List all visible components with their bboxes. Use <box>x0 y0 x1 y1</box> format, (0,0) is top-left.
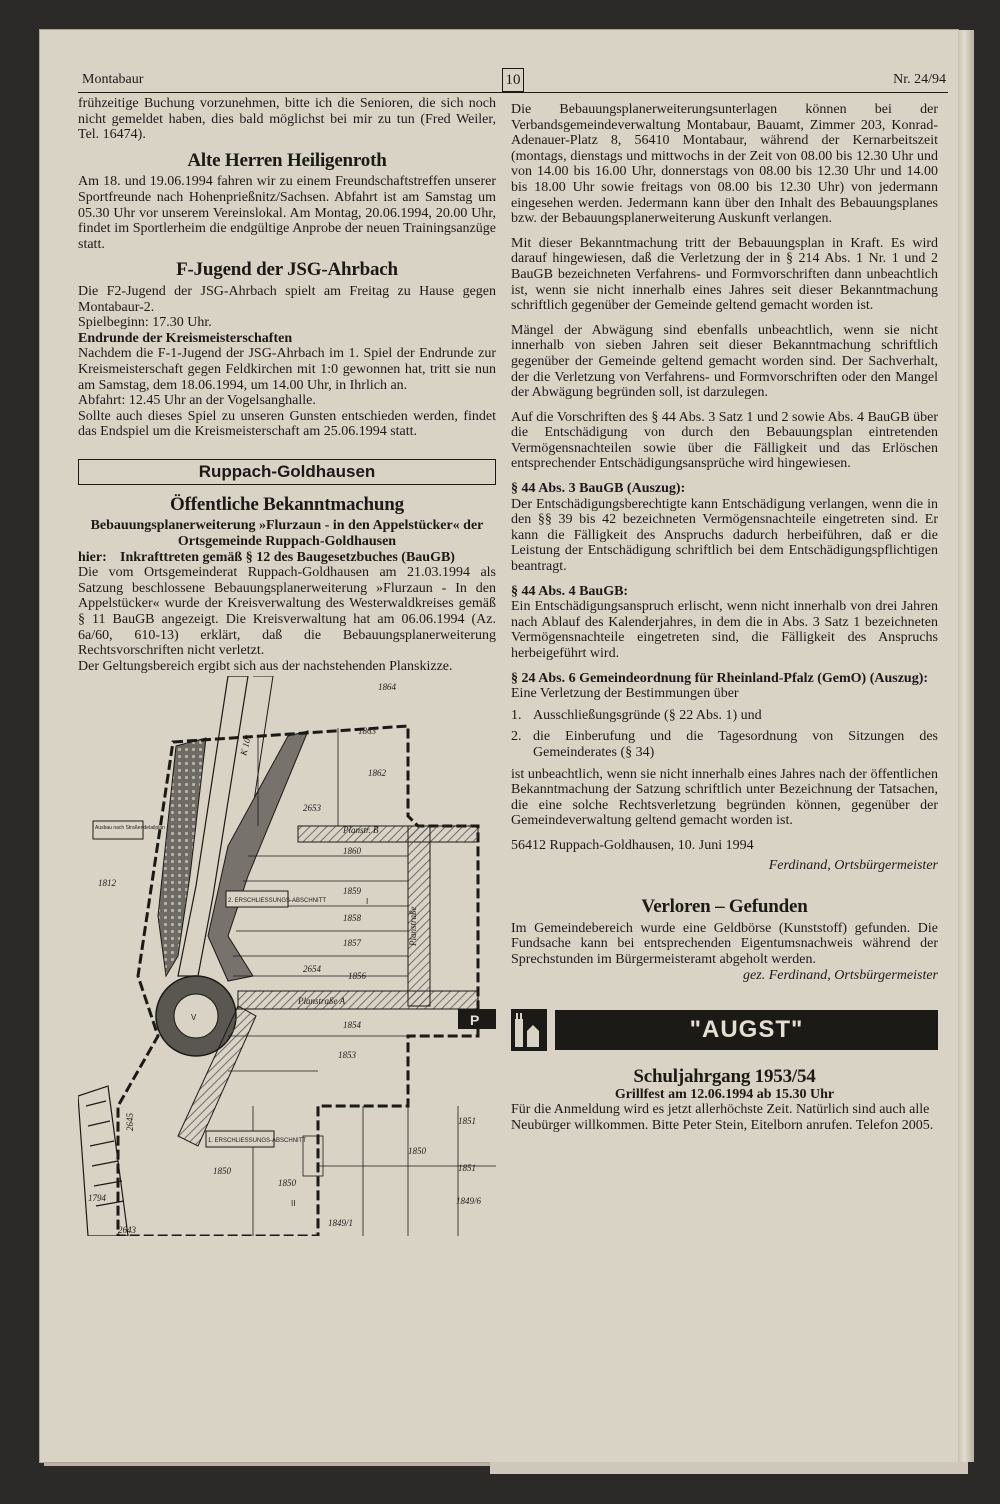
issue-number: Nr. 24/94 <box>893 72 946 87</box>
signature: Ferdinand, Ortsbürgermeister <box>768 857 938 873</box>
map-label-1794: 1794 <box>88 1193 106 1204</box>
map-label-1850b: 1850 <box>278 1178 296 1189</box>
map-label-1860: 1860 <box>343 846 361 857</box>
s44-3-text: Der Entschädigungsberechtigte kann Entschädigung verlangen, wenn die in den §§ 39 bis 42 bezeichneten Vermögensnachteile eingetreten sind. Er kann die Fälligkeit des Anspruchs dadurch herbeiführen, daß er die Leistung der Entschädigung schriftlich bei dem Entschädigungspflichtigen beantragt. <box>511 496 938 575</box>
map-label-1812: 1812 <box>98 878 116 889</box>
map-label-2653: 2653 <box>303 803 321 814</box>
verloren-heading: Verloren – Gefunden <box>641 896 808 918</box>
map-label-ausbau: Ausbau nach Straßendetailplan <box>95 825 165 832</box>
s44-4-text: Ein Entschädigungsanspruch erlischt, wenn nicht innerhalb von drei Jahren nach Ablauf des Kalenderjahres, in dem die in Abs. 3 Satz 1 bezeichneten Vermögensnachteile eingetreten sind, die Fälligkeit des Anspruchs herbeigeführt wird. <box>511 599 938 661</box>
fjugend-subheading: Endrunde der Kreismeisterschaften <box>78 330 293 346</box>
verloren-signature: gez. Ferdinand, Ortsbürgermeister <box>743 967 938 983</box>
map-label-k101: K 101 <box>238 733 254 757</box>
map-label-parking: P <box>470 1012 480 1029</box>
intro-paragraph: frühzeitige Buchung vorzunehmen, bitte ich die Senioren, die sich noch nicht gemeldet haben, dies bald möglichst bei mir zu tun (Fred Weiler, Tel. 16474). <box>78 96 496 143</box>
augst-subtitle: Grillfest am 12.06.1994 ab 15.30 Uhr <box>614 1086 835 1102</box>
map-label-planstrasse-a: Planstraße A <box>298 996 346 1007</box>
left-column <box>78 96 496 1236</box>
map-label-1859: 1859 <box>343 886 361 897</box>
map-label-1851b: 1851 <box>458 1163 476 1174</box>
list-item <box>511 708 938 724</box>
bekanntmachung-p1: Die vom Ortsgemeinderat Ruppach-Goldhausen am 21.03.1994 als Satzung beschlossene Bebauungsplanerweiterung »Flurzaun - In den Appelstücker« wurde der Kreisverwaltung des Westerwaldkreises gemäß § 11 BauGB angezeigt. Die Kreisverwaltung hat am 06.06.1994 (Az. 6a/60, 610-13) erklärt, daß die Bebauungsplanerweiterung Rechtsvorschriften nicht verletzt. <box>78 565 496 659</box>
fjugend-p2: Spielbeginn: 17.30 Uhr. <box>78 315 212 331</box>
plan-sketch <box>78 676 496 1236</box>
s24-intro: Eine Verletzung der Bestimmungen über <box>511 686 739 702</box>
header-town: Montabaur <box>82 72 144 87</box>
village-crest-icon <box>511 1009 547 1051</box>
s24-after: ist unbeachtlich, wenn sie nicht innerhalb eines Jahres nach der öffentlichen Bekanntmachung der Satzung schriftlich unter Bezeichnung der Tatsachen, die eine solche Rechtsverletzung begründen können, gegenüber der Gemeindeverwaltung geltend gemacht worden ist. <box>511 766 938 829</box>
map-label-1864: 1864 <box>378 682 396 693</box>
right-p4: Auf die Vorschriften des § 44 Abs. 3 Satz 1 und 2 sowie Abs. 4 BauGB über die Entschädigung von durch den Bebauungsplan eintretenden Vermögensnachteilen sowie über die Fälligkeit und das Erlöschen entsprechender Entschädigungsansprüche wird hingewiesen. <box>511 409 938 472</box>
page-number: 10 <box>502 68 524 92</box>
augst-heading: Schuljahrgang 1953/54 <box>633 1066 816 1088</box>
map-label-v: V <box>191 1013 197 1023</box>
right-p3: Mängel der Abwägung sind ebenfalls unbeachtlich, wenn sie nicht innerhalb von sieben Jahren seit dieser Bekanntmachung schriftlich gegenüber der Gemeinde geltend gemacht worden sind. Der Sachverhalt, der die Verletzung von Verfahrens- und Formvorschriften oder den Mangel der Abwägung begründen soll, ist darzulegen. <box>511 322 938 401</box>
right-p1: Die Bebauungsplanerweiterungsunterlagen können bei der Verbandsgemeindeverwaltung Montabaur, Bauamt, Zimmer 203, Konrad-Adenauer-Platz 8, 56410 Montabaur, während der Kernarbeitszeit (montags, dienstags und mittwochs in der Zeit von 08.00 bis 12.30 Uhr und von 14.00 bis 16.00 Uhr, donnerstags von 08.00 bis 12.30 Uhr und 14.00 bis 18.00 Uhr sowie freitags von 08.00 bis 12.30 Uhr) von jedermann eingesehen werden. Jedermann kann über den Inhalt des Bebauungsplanes bzw. der Bebauungsplanerweiterung Auskunft verlangen. <box>511 102 938 227</box>
list-item-number: 1. <box>511 707 522 723</box>
map-label-planstr-b: Planstr. B <box>343 825 379 836</box>
map-label-1850a: 1850 <box>213 1166 231 1177</box>
bekanntmachung-subtitle: Bebauungsplanerweiterung »Flurzaun - in den Appelstücker« der Ortsgemeinde Ruppach-Goldhausen <box>90 518 484 550</box>
right-p2: Mit dieser Bekanntmachung tritt der Bebauungsplan in Kraft. Es wird darauf hingewiesen, daß die Verletzung der in § 214 Abs. 1 Nr. 1 und 2 BauGB bezeichneten Verfahrens- und Formvorschriften dann unbeachtlich ist, wenn sie nicht innerhalb eines Jahres seit dieser Bekanntmachung schriftlich gegenüber der Gemeinde geltend gemacht worden ist. <box>511 235 938 314</box>
map-label-1853: 1853 <box>338 1050 356 1061</box>
map-label-1854: 1854 <box>343 1020 361 1031</box>
map-label-erschl-2: 2. ERSCHLIESSUNGS-ABSCHNITT <box>228 898 327 905</box>
map-label-1858: 1858 <box>343 913 361 924</box>
alte-herren-heading: Alte Herren Heiligenroth <box>187 149 387 171</box>
augst-banner <box>511 1009 938 1051</box>
map-label-roman-1: I <box>366 897 369 907</box>
newspaper-page <box>40 30 958 1462</box>
map-label-1851a: 1851 <box>458 1116 476 1127</box>
place-date: 56412 Ruppach-Goldhausen, 10. Juni 1994 <box>511 837 754 853</box>
map-label-1856: 1856 <box>348 971 366 982</box>
hier-line <box>78 550 496 566</box>
list-item-number: 2. <box>511 729 522 745</box>
right-column <box>511 102 938 1133</box>
section-box-ruppach: Ruppach-Goldhausen <box>78 459 496 485</box>
map-label-roman-2: II <box>291 1199 296 1209</box>
map-label-2654: 2654 <box>303 964 321 975</box>
augst-text: Für die Anmeldung wird es jetzt allerhöchste Zeit. Natürlich sind auch alle Neubürger willkommen. Bitte Peter Stein, Eitelborn anrufen. Telefon 2005. <box>511 1102 934 1133</box>
hier-text: Inkrafttreten gemäß § 12 des Baugesetzbuches (BauGB) <box>120 549 455 565</box>
verloren-text: Im Gemeindebereich wurde eine Geldbörse (Kunststoff) gefunden. Die Fundsache kann bei entsprechenden Eigentumsnachweis während der Sprechstunden im Bürgermeisteramt abgeholt werden. <box>511 920 938 967</box>
fjugend-p3: Nachdem die F-1-Jugend der JSG-Ahrbach im 1. Spiel der Endrunde zur Kreismeisterschaft gegen Feldkirchen mit 1:0 gewonnen hat, tritt sie nun am Samstag, dem 18.06.1994, um 14.00 Uhr, in Ihrlich an. <box>78 346 496 393</box>
map-label-2643: 2643 <box>118 1225 136 1236</box>
fjugend-p5: Sollte auch dieses Spiel zu unseren Gunsten entschieden werden, findet das Endspiel um die Kreismeisterschaft am 25.06.1994 statt. <box>78 408 496 440</box>
page-edge <box>958 30 974 1462</box>
map-label-2645: 2645 <box>125 1113 135 1132</box>
hier-label: hier: <box>78 549 107 565</box>
fjugend-heading: F-Jugend der JSG-Ahrbach <box>176 259 398 281</box>
fjugend-p4: Abfahrt: 12.45 Uhr an der Vogelsanghalle. <box>78 393 316 409</box>
map-label-erschl-1: 1. ERSCHLIESSUNGS-ABSCHNITT <box>208 1138 307 1145</box>
map-label-1850c: 1850 <box>408 1146 426 1157</box>
s24-heading: § 24 Abs. 6 Gemeindeordnung für Rheinland-Pfalz (GemO) (Auszug): <box>511 670 929 686</box>
map-label-1862: 1862 <box>368 768 386 779</box>
header-rule <box>78 92 948 93</box>
map-label-1863: 1863 <box>358 726 376 737</box>
map-label-1857: 1857 <box>343 938 361 949</box>
s44-3-heading: § 44 Abs. 3 BauGB (Auszug): <box>511 481 686 497</box>
map-label-planstrasse: Planstraße <box>408 906 418 947</box>
bekanntmachung-heading: Öffentliche Bekanntmachung <box>170 493 404 515</box>
list-item-text: die Einberufung und die Tagesordnung von Sitzungen des Gemeinderates (§ 34) <box>533 729 938 760</box>
map-label-1849-6: 1849/6 <box>456 1196 482 1207</box>
map-label-1849: 1849/1 <box>328 1218 354 1229</box>
list-item <box>511 729 938 760</box>
augst-banner-text: "AUGST" <box>555 1010 938 1050</box>
s24-list <box>511 708 938 761</box>
fjugend-p1: Die F2-Jugend der JSG-Ahrbach spielt am Freitag zu Hause gegen Montabaur-2. <box>78 283 496 315</box>
list-item-text: Ausschließungsgründe (§ 22 Abs. 1) und <box>533 707 762 723</box>
page-edge-bottom <box>490 1462 968 1474</box>
s44-4-heading: § 44 Abs. 4 BauGB: <box>511 583 629 599</box>
bekanntmachung-p2: Der Geltungsbereich ergibt sich aus der nachstehenden Planskizze. <box>78 658 453 674</box>
alte-herren-text: Am 18. und 19.06.1994 fahren wir zu einem Freundschaftstreffen unserer Sportfreunde nach Hohenprießnitz/Sachsen. Abfahrt ist am Samstag um 05.30 Uhr vor unserem Vereinslokal. Am Montag, 20.06.1994, 20.00 Uhr, findet im Sportlerheim die endgültige Anprobe der neuen Trainingsanzüge statt. <box>78 174 496 252</box>
